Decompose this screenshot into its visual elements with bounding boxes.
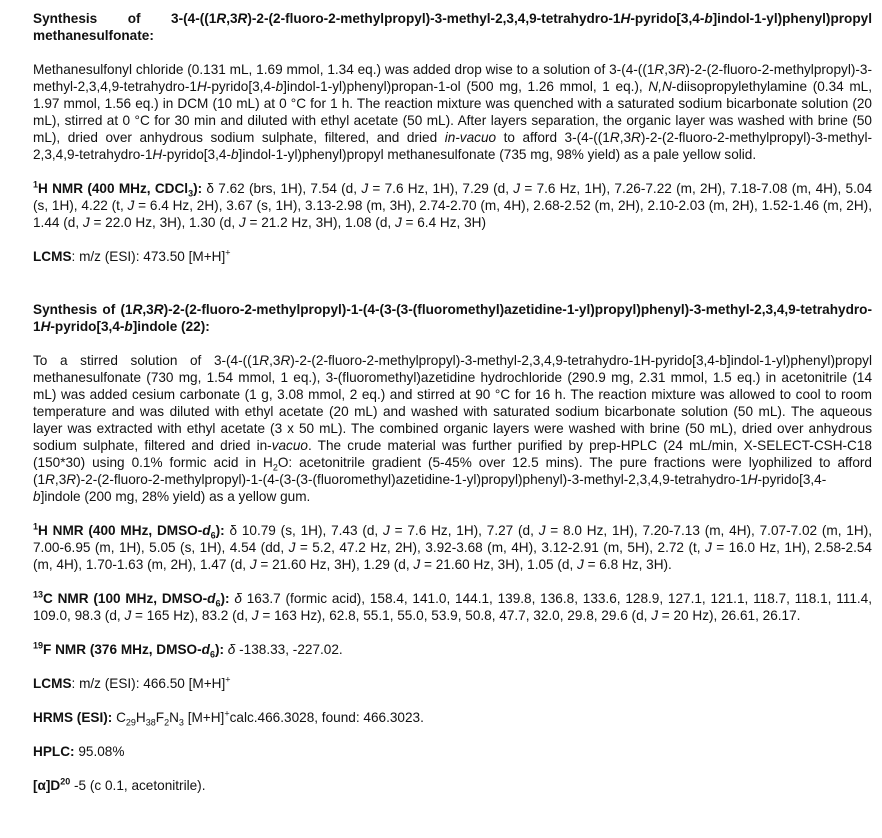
synthesis2-rotation-data: -5 (c 0.1, acetonitrile). [70,778,206,793]
synthesis2-cnmr-label: $^{13}$C NMR (100 MHz, DMSO-$d_6$): [33,589,230,609]
synthesis1-hnmr-data: δ 7.62 (brs, 1H), 7.54 (d, J = 7.6 Hz, 1H), 7.29 (d, J = 7.6 Hz, 1H), 7.26-7.22 (m, 2H), 7.18-7.08 (m, 4H), 5.04 (s, 1H), 4.22 (t, J = 6.4 Hz, 2H), 3.67 (s, 1H), 3.13-2.98 (m, 3H), 2.74-2.70 (m, 4H), 2.68-2.52 (m, 2H), 2.10-2.03 (m, 2H), 1.52-1.46 (m, 2H), 1.44 (d, J = 22.0 Hz, 3H), 1.30 (d, J = 21.2 Hz, 3H), 1.08 (d, J = 6.4 Hz, 3H) [33,181,873,230]
synthesis2-hrms-data: $C_{29}H_{38}F_2N_3$ [M+H]+calc.466.3028, found: 466.3023. [112,708,424,728]
synthesis2-rotation [33,777,872,794]
synthesis2-hplc [33,743,872,760]
synthesis2-hnmr [33,522,872,573]
synthesis1-lcms-data: : m/z (ESI): 473.50 [M+H]+ [71,247,231,264]
synthesis1-procedure: Methanesulfonyl chloride (0.131 mL, 1.69 mmol, 1.34 eq.) was added drop wise to a solution of 3-(4-((1R,3R)-2-(2-fluoro-2-methylpropyl)-3-methyl-2,3,4,9-tetrahydro-1H-pyrido[3,4-b]indol-1-yl)phenyl)propan-1-ol (500 mg, 1.26 mmol, 1 eq.), N,N-diisopropylethylamine (0.34 mL, 1.97 mmol, 1.56 eq.) in DCM (10 mL) at 0 °C for 1 h. The reaction mixture was quenched with a saturated sodium bicarbonate solution (20 mL), stirred at 0 °C for 30 min and diluted with ethyl acetate (50 mL). After layers separation, the organic layer was washed with brine (50 mL), dried over anhydrous sodium sulphate, filtered, and dried in-vacuo to afford 3-(4-((1R,3R)-2-(2-fluoro-2-methylpropyl)-3-methyl-2,3,4,9-tetrahydro-1H-pyrido[3,4-b]indol-1-yl)phenyl)propyl methanesulfonate (735 mg, 98% yield) as a pale yellow solid. [33,62,873,162]
synthesis2-fnmr-label: $^{19}$F NMR (376 MHz, DMSO-$d_6$): [33,640,225,660]
synthesis2-lcms [33,675,872,692]
synthesis1-lcms-label: LCMS [33,249,72,264]
synthesis2-title: Synthesis of (1R,3R)-2-(2-fluoro-2-methylpropyl)-1-(4-(3-(3-(fluoromethyl)azetidine-1-yl)propyl)phenyl)-3-methyl-2,3,4,9-tetrahydro-1H-pyrido[3,4-b]indole (22): [33,302,872,334]
synthesis1-hnmr [33,180,872,231]
synthesis1-hnmr-label: $^1$H NMR (400 MHz, CDCl$_3$): [33,179,203,199]
synthesis2-hplc-data: 95.08% [74,744,125,759]
synthesis2-cnmr-data: δ 163.7 (formic acid), 158.4, 141.0, 144.1, 139.8, 136.8, 133.6, 128.9, 127.1, 121.1, 118.7, 118.1, 111.4, 109.0, 98.3 (d, J = 165 Hz), 83.2 (d, J = 163 Hz), 62.8, 55.1, 55.0, 53.9, 50.8, 47.7, 32.0, 29.8, 29.6 (d, J = 20 Hz), 26.61, 26.17. [33,591,872,623]
synthesis2-fnmr-data: δ -138.33, -227.02. [227,642,343,657]
synthesis1-lcms [33,248,872,265]
synthesis2-procedure: To a stirred solution of 3-(4-((1R,3R)-2-(2-fluoro-2-methylpropyl)-3-methyl-2,3,4,9-tetrahydro-1H-pyrido[3,4-b]indol-1-yl)phenyl)propyl methanesulfonate (730 mg, 1.54 mmol, 1 eq.), 3-(fluoromethyl)azetidine hydrochloride (290.9 mg, 2.31 mmol, 1.5 eq.) in acetonitrile (14 mL) was added cesium carbonate (1 g, 3.08 mmol, 2 eq.) and stirred at 90 °C for 16 h. The reaction mixture was allowed to cool to room temperature and was diluted with ethyl acetate (20 mL) and washed with saturated sodium bicarbonate solution (50 mL). The aqueous layer was extracted with ethyl acetate (3 x 50 mL). The combined organic layers were washed with brine (50 mL), dried over anhydrous sodium sulphate, filtered and dried in-vacuo. The crude material was further purified by prep-HPLC (24 mL/min, X-SELECT-CSH-C18 (150*30) using 0.1% formic acid in $H_2O$: acetonitrile gradient (5-45% over 12.5 mins). The pure fractions were lyophilized to afford (1R,3R)-2-(2-fluoro-2-methylpropyl)-1-(4-(3-(3-(fluoromethyl)azetidine-1-yl)propyl)phenyl)-3-methyl-2,3,4,9-tetrahydro-1H-pyrido[3,4-b]indole (200 mg, 28% yield) as a yellow gum. [33,353,872,504]
synthesis2-fnmr [33,641,872,658]
synthesis2-cnmr [33,590,872,624]
synthesis1-section [33,10,872,265]
synthesis2-section [33,301,872,794]
synthesis2-hplc-label: HPLC: [33,744,75,759]
synthesis1-title: Synthesis of 3-(4-((1R,3R)-2-(2-fluoro-2-methylpropyl)-3-methyl-2,3,4,9-tetrahydro-1H-pyrido[3,4-b]indol-1-yl)phenyl)propyl methanesulfonate: [33,11,872,43]
synthesis2-hrms-label: HRMS (ESI): [33,710,113,725]
synthesis2-hnmr-label: $^1$H NMR (400 MHz, DMSO-$d_6$): [33,521,225,541]
synthesis2-rotation-label: $[\alpha]D^{20}$ [33,776,71,793]
synthesis2-lcms-data: : m/z (ESI): 466.50 [M+H]+ [71,674,231,691]
synthesis2-hnmr-data: δ 10.79 (s, 1H), 7.43 (d, J = 7.6 Hz, 1H), 7.27 (d, J = 8.0 Hz, 1H), 7.20-7.13 (m, 4H), 7.07-7.02 (m, 1H), 7.00-6.95 (m, 1H), 5.05 (s, 1H), 4.54 (dd, J = 5.2, 47.2 Hz, 2H), 3.92-3.68 (m, 4H), 3.12-2.91 (m, 5H), 2.72 (t, J = 16.0 Hz, 1H), 2.58-2.54 (m, 4H), 1.70-1.63 (m, 2H), 1.47 (d, J = 21.60 Hz, 3H), 1.29 (d, J = 21.60 Hz, 3H), 1.05 (d, J = 6.8 Hz, 3H). [33,523,872,572]
synthesis2-hrms [33,709,872,726]
synthesis2-lcms-label: LCMS [33,676,72,691]
